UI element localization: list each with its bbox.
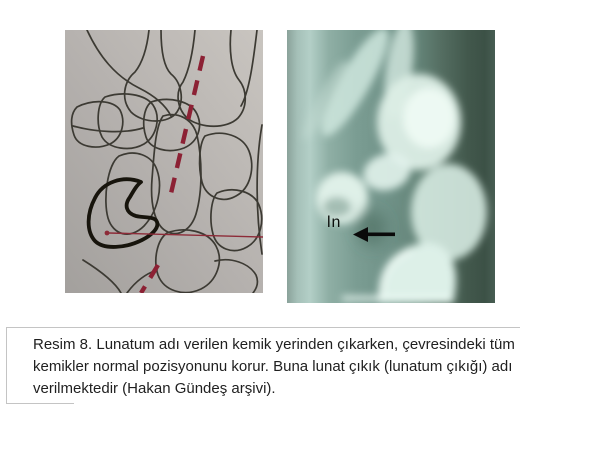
caption-box-border-left	[6, 327, 7, 404]
caption-line-2: kemikler normal pozisyonunu korur. Buna lunat çıkık (lunatum çıkığı) adı	[33, 358, 513, 375]
caption-box	[6, 327, 520, 404]
wrist-xray-image	[287, 30, 495, 303]
caption-box-border-top	[6, 327, 520, 328]
carpal-diagram-figure	[65, 30, 263, 293]
figure-caption	[33, 334, 533, 400]
caption-line-1: Resim 8. Lunatum adı verilen kemik yerinden çıkarken, çevresindeki tüm	[33, 336, 515, 353]
lunate-label: ln	[327, 214, 342, 231]
carpal-diagram-image	[65, 30, 263, 293]
caption-line-3: verilmektedir (Hakan Gündeş arşivi).	[33, 380, 276, 397]
wrist-xray-figure	[287, 30, 495, 303]
caption-box-border-bottom	[6, 403, 74, 404]
